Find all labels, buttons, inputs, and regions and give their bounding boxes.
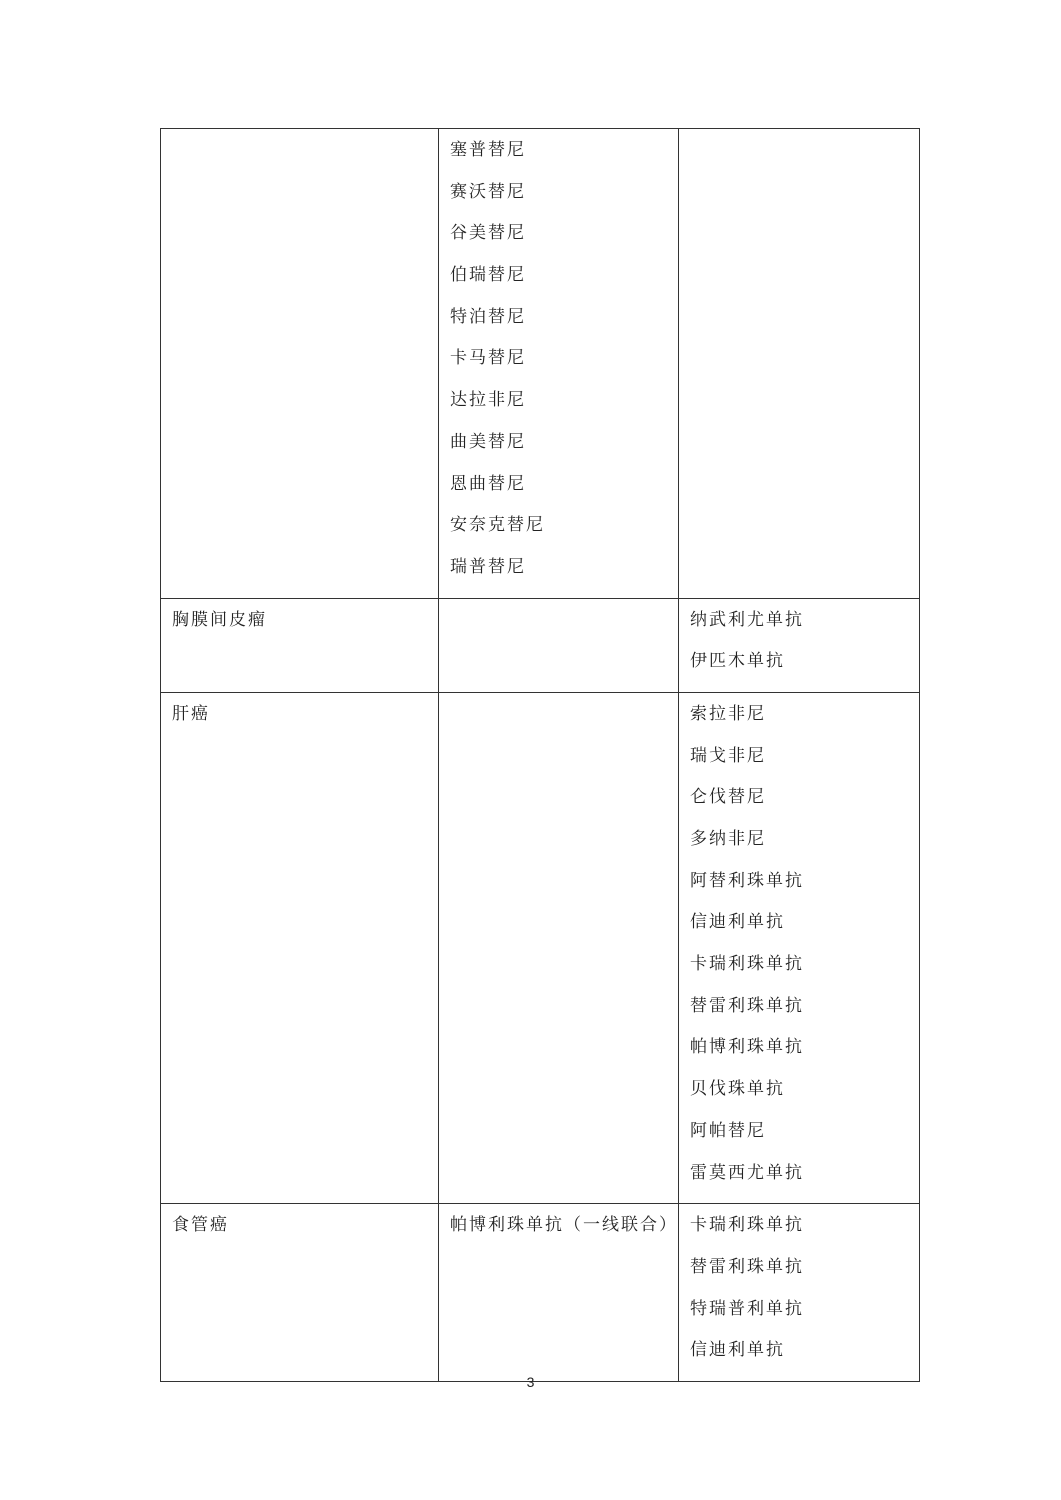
drug-name: 雷莫西尤单抗 bbox=[690, 1162, 804, 1183]
drug-name: 伯瑞替尼 bbox=[450, 265, 526, 286]
drug-cell-col3 bbox=[679, 692, 920, 1203]
drug-name: 卡马替尼 bbox=[450, 348, 526, 369]
drug-name: 瑞戈非尼 bbox=[690, 745, 766, 766]
page-number: 3 bbox=[526, 1374, 535, 1390]
drug-name: 信迪利单抗 bbox=[690, 912, 785, 933]
drug-name: 塞普替尼 bbox=[450, 140, 526, 160]
drug-name: 卡瑞利珠单抗 bbox=[690, 954, 804, 975]
drug-cell-col2 bbox=[439, 692, 679, 1203]
table-row bbox=[161, 1204, 920, 1382]
drug-name: 替雷利珠单抗 bbox=[690, 1256, 804, 1277]
cancer-name: 食管癌 bbox=[172, 1215, 229, 1236]
drug-name: 安奈克替尼 bbox=[450, 515, 545, 536]
drug-cell-col2 bbox=[439, 129, 679, 599]
cancer-cell bbox=[161, 692, 439, 1203]
drug-name: 达拉非尼 bbox=[450, 390, 526, 411]
drug-name: 阿帕替尼 bbox=[690, 1120, 766, 1141]
drug-cell-col3 bbox=[679, 1204, 920, 1382]
drug-cell-col2 bbox=[439, 1204, 679, 1382]
drug-name: 替雷利珠单抗 bbox=[690, 995, 804, 1016]
drug-name: 伊匹木单抗 bbox=[690, 651, 785, 672]
drug-cell-col2 bbox=[439, 598, 679, 692]
drug-name: 特泊替尼 bbox=[450, 306, 526, 327]
table-row bbox=[161, 692, 920, 1203]
drug-name: 多纳非尼 bbox=[690, 829, 766, 849]
cancer-name bbox=[172, 139, 438, 181]
drug-name: 纳武利尤单抗 bbox=[690, 609, 804, 630]
drug-name: 贝伐珠单抗 bbox=[690, 1079, 785, 1100]
drug-name: 帕博利珠单抗 bbox=[690, 1037, 804, 1058]
drug-name: 谷美替尼 bbox=[450, 223, 526, 244]
drug-name: 瑞普替尼 bbox=[450, 556, 526, 577]
cancer-name: 胸膜间皮瘤 bbox=[172, 609, 267, 630]
drug-table bbox=[160, 128, 920, 1382]
drug-name: 恩曲替尼 bbox=[450, 473, 526, 494]
drug-name: 赛沃替尼 bbox=[450, 181, 526, 202]
drug-name: 阿替利珠单抗 bbox=[690, 870, 804, 891]
drug-name: 仑伐替尼 bbox=[690, 787, 766, 808]
table-row bbox=[161, 129, 920, 599]
drug-name: 特瑞普利单抗 bbox=[690, 1298, 804, 1319]
drug-name: 曲美替尼 bbox=[450, 431, 526, 452]
cancer-cell bbox=[161, 598, 439, 692]
cancer-cell bbox=[161, 129, 439, 599]
drug-name: 索拉非尼 bbox=[690, 703, 766, 724]
drug-cell-col3 bbox=[679, 129, 920, 599]
drug-name: 信迪利单抗 bbox=[690, 1340, 785, 1361]
drug-cell-col3 bbox=[679, 598, 920, 692]
drug-name: 帕博利珠单抗（一线联合） bbox=[450, 1215, 678, 1236]
cancer-cell bbox=[161, 1204, 439, 1382]
cancer-name: 肝癌 bbox=[172, 703, 210, 724]
drug-name: 卡瑞利珠单抗 bbox=[690, 1215, 804, 1236]
table-row bbox=[161, 598, 920, 692]
